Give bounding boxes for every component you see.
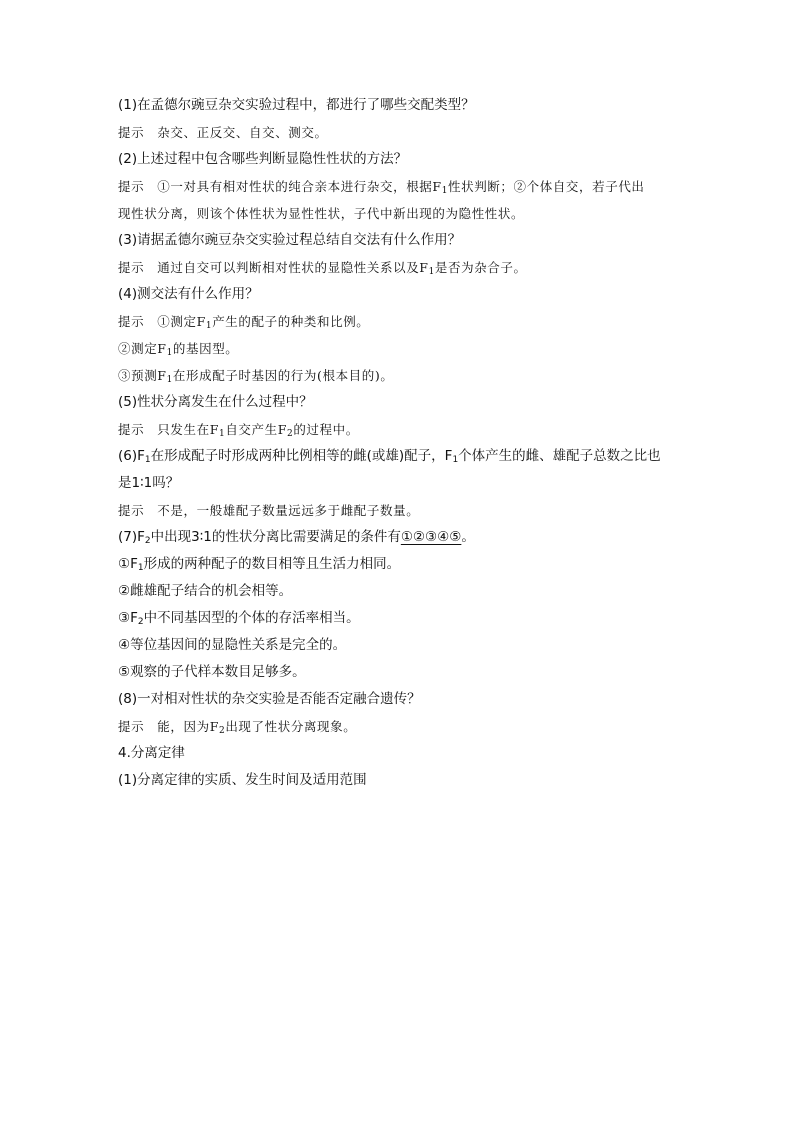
subscript: 1 (144, 455, 151, 465)
question-line: 是1∶1吗？ (118, 475, 180, 491)
question-line: (8)一对相对性状的杂交实验是否能否定融合遗传？ (118, 691, 421, 707)
question-line: (4)测交法有什么作用？ (118, 286, 259, 302)
question-line: ②雌雄配子结合的机会相等。 (118, 583, 293, 599)
subscript: 1 (166, 348, 173, 358)
hint-line: 提示 不是，一般雄配子数量远远多于雌配子数量。 (118, 503, 420, 518)
subscript: 1 (218, 429, 226, 439)
question-line: ④等位基因间的显隐性关系是完全的。 (118, 637, 347, 653)
subscript: 1 (137, 563, 144, 573)
subscript: 1 (205, 321, 213, 331)
hint-line: 提示 杂交、正反交、自交、测交。 (118, 125, 328, 140)
question-line: $(7)F_2$中出现3∶1的性状分离比需要满足的条件有①②③④⑤。 (118, 529, 475, 546)
subscript: 1 (452, 455, 459, 465)
hint-line: 提示 能，因为$F_2$出现了性状分离现象。 (118, 719, 357, 736)
subscript: 1 (441, 186, 449, 196)
hint-line: ③预测$F_1$在形成配子时基因的行为(根本目的)。 (118, 368, 394, 385)
subscript: 2 (144, 536, 151, 546)
hint-line: 提示 只发生在$F_1$自交产生$F_2$的过程中。 (118, 422, 359, 439)
hint-line: 提示 ①一对具有相对性状的纯合亲本进行杂交，根据$F_1$性状判断；②个体自交，若子代出 (118, 179, 645, 196)
question-line: (3)请据孟德尔豌豆杂交实验过程总结自交法有什么作用？ (118, 232, 462, 248)
question-line: 4.分离定律 (118, 745, 185, 761)
subscript: 2 (218, 726, 226, 736)
question-line: (1)在孟德尔豌豆杂交实验过程中，都进行了哪些交配类型？ (118, 97, 475, 113)
subscript: 1 (428, 267, 435, 277)
question-line: $(6)F_1$在形成配子时形成两种比例相等的雌(或雄)配子，$F_1$个体产生的雌、雄配子总数之比也 (118, 448, 661, 465)
question-line: $①F_1$形成的两种配子的数目相等且生活力相同。 (118, 556, 401, 573)
document-body (118, 92, 688, 794)
question-line: (5)性状分离发生在什么过程中？ (118, 394, 313, 410)
question-line: (1)分离定律的实质、发生时间及适用范围 (118, 772, 367, 788)
question-line: ⑤观察的子代样本数目足够多。 (118, 664, 306, 680)
underlined-answer: ①②③④⑤ (400, 529, 462, 545)
subscript: 1 (166, 375, 173, 385)
question-line: $③F_2$中不同基因型的个体的存活率相当。 (118, 610, 360, 627)
subscript: 2 (287, 429, 294, 439)
hint-line: ②测定$F_1$的基因型。 (118, 341, 239, 358)
hint-line: 现性状分离，则该个体性状为显性性状，子代中新出现的为隐性性状。 (118, 206, 525, 221)
subscript: 2 (137, 617, 144, 627)
question-line: (2)上述过程中包含哪些判断显隐性性状的方法？ (118, 151, 408, 167)
hint-line: 提示 通过自交可以判断相对性状的显隐性关系以及$F_1$是否为杂合子。 (118, 260, 527, 277)
hint-line: 提示 ①测定$F_1$产生的配子的种类和比例。 (118, 314, 370, 331)
